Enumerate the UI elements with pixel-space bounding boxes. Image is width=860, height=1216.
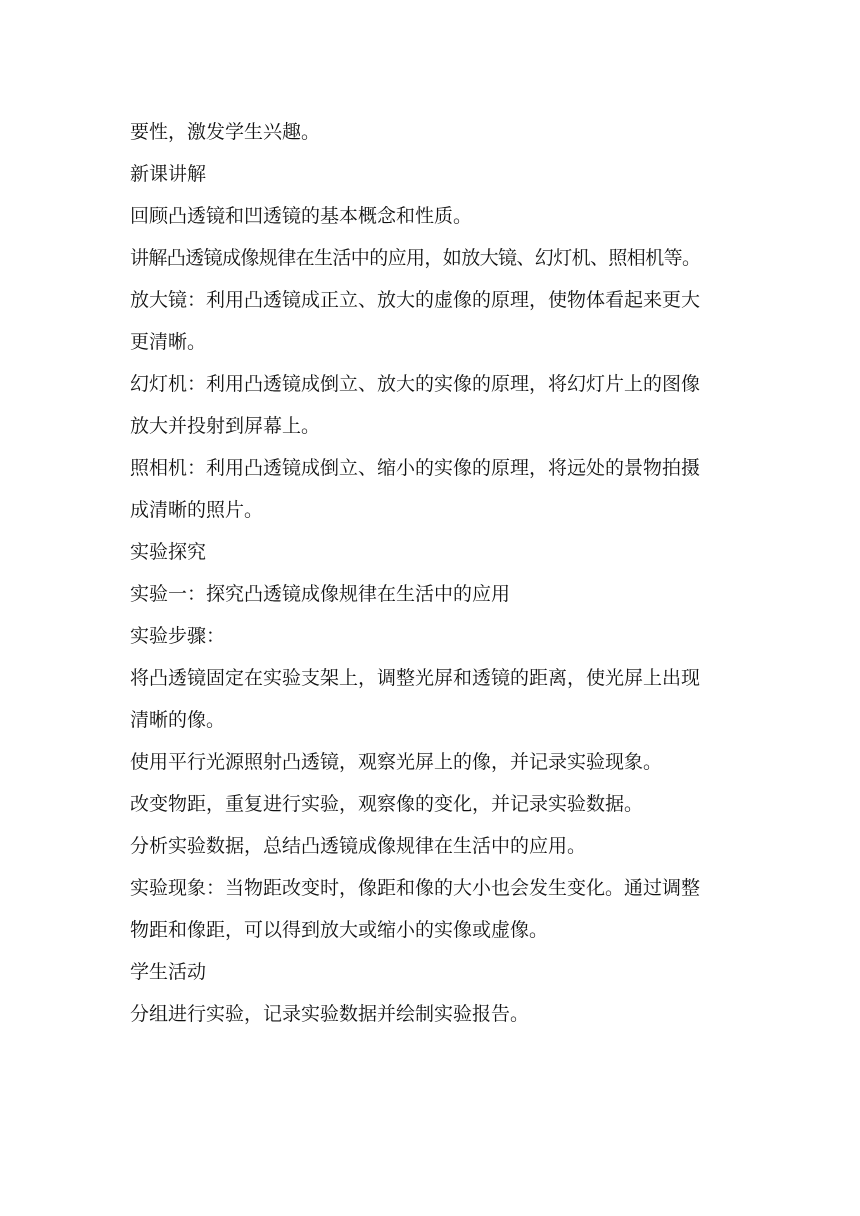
paragraph-line: 成清晰的照片。 xyxy=(130,499,264,521)
paragraph-line: 照相机：利用凸透镜成倒立、缩小的实像的原理，将远处的景物拍摄 xyxy=(130,457,701,479)
section-heading-student-activity: 学生活动 xyxy=(130,961,207,983)
paragraph-line: 回顾凸透镜和凹透镜的基本概念和性质。 xyxy=(130,205,473,227)
paragraph-line: 使用平行光源照射凸透镜，观察光屏上的像，并记录实验现象。 xyxy=(130,751,663,773)
section-heading-new-lesson: 新课讲解 xyxy=(130,163,207,185)
paragraph-line: 讲解凸透镜成像规律在生活中的应用，如放大镜、幻灯机、照相机等。 xyxy=(130,247,701,269)
paragraph-line: 放大镜：利用凸透镜成正立、放大的虚像的原理，使物体看起来更大 xyxy=(130,289,701,311)
paragraph-line: 更清晰。 xyxy=(130,331,207,353)
paragraph-line: 清晰的像。 xyxy=(130,709,226,731)
paragraph-line: 物距和像距，可以得到放大或缩小的实像或虚像。 xyxy=(130,919,549,941)
paragraph-line: 改变物距，重复进行实验，观察像的变化，并记录实验数据。 xyxy=(130,793,644,815)
paragraph-line: 分组进行实验，记录实验数据并绘制实验报告。 xyxy=(130,1003,530,1025)
paragraph-line: 将凸透镜固定在实验支架上，调整光屏和透镜的距离，使光屏上出现 xyxy=(130,667,701,689)
paragraph-line: 实验一：探究凸透镜成像规律在生活中的应用 xyxy=(130,583,511,605)
section-heading-experiment: 实验探究 xyxy=(130,541,207,563)
paragraph-line: 实验步骤： xyxy=(130,625,226,647)
paragraph-line: 实验现象：当物距改变时，像距和像的大小也会发生变化。通过调整 xyxy=(130,877,701,899)
paragraph-line: 分析实验数据，总结凸透镜成像规律在生活中的应用。 xyxy=(130,835,587,857)
paragraph-line: 要性，激发学生兴趣。 xyxy=(130,121,321,143)
paragraph-line: 放大并投射到屏幕上。 xyxy=(130,415,321,437)
document-body xyxy=(130,111,735,1035)
paragraph-line: 幻灯机：利用凸透镜成倒立、放大的实像的原理，将幻灯片上的图像 xyxy=(130,373,701,395)
